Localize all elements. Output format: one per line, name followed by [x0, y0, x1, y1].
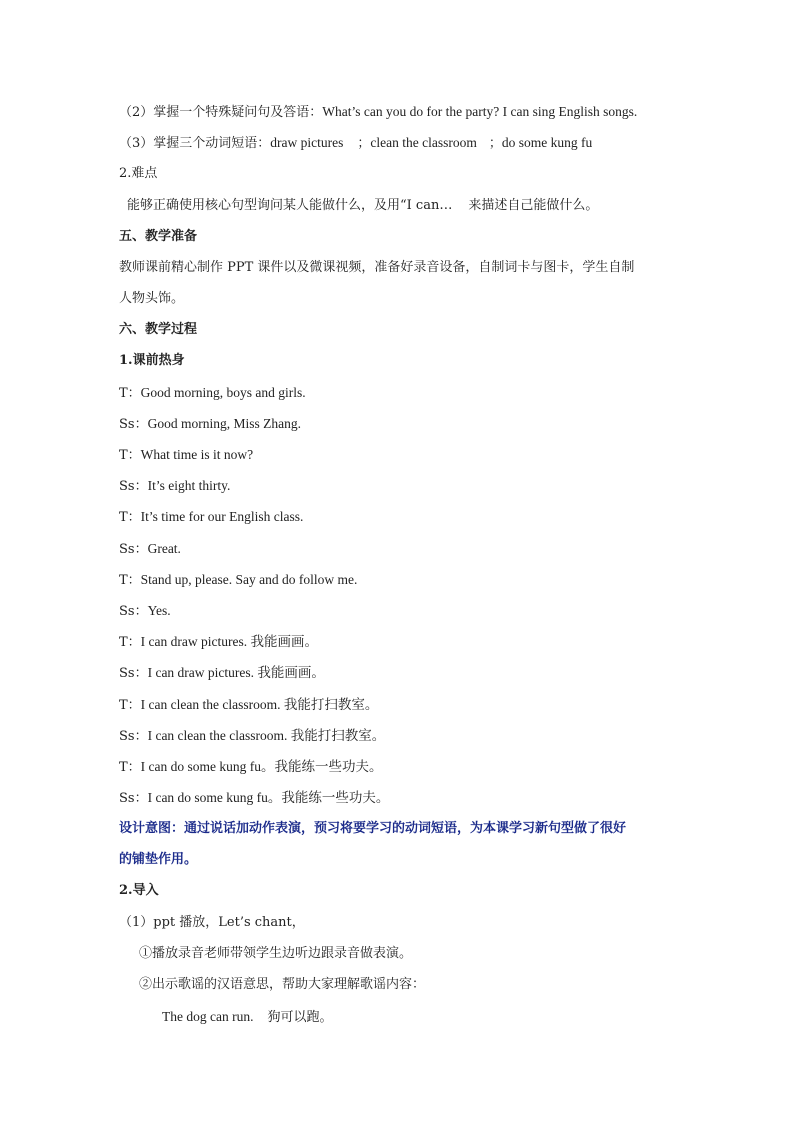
- utterance: I can draw pictures. 我能画画。: [147, 665, 325, 680]
- preparation-text-2: 人物头饰。: [119, 291, 185, 306]
- dialogue-line: [119, 415, 301, 434]
- utterance: Good morning, boys and girls.: [140, 385, 306, 400]
- dialogue-line: [119, 571, 357, 590]
- utterance: I can draw pictures. 我能画画。: [140, 634, 318, 649]
- speaker: T：: [119, 448, 141, 463]
- speaker: Ss：: [119, 417, 148, 432]
- dialogue-line: [119, 508, 303, 527]
- utterance: I can clean the classroom. 我能打扫教室。: [147, 728, 386, 743]
- chant-chinese: 狗可以跑。: [267, 1010, 333, 1025]
- objective-2-text: What’s can you do for the party? I can sing English songs.: [322, 104, 638, 119]
- section-heading-process: 六、教学过程: [119, 322, 198, 337]
- speaker: Ss：: [119, 604, 148, 619]
- separator: ；: [357, 136, 371, 151]
- warmup-heading: 1.课前热身: [119, 353, 185, 368]
- utterance: What time is it now?: [140, 447, 254, 462]
- dialogue-line: [119, 602, 171, 621]
- preparation-text-1: 教师课前精心制作 PPT 课件以及微课视频，准备好录音设备，自制词卡与图卡，学生自制: [119, 260, 635, 275]
- phrase-draw-pictures: draw pictures: [270, 135, 344, 150]
- design-intent-1: 设计意图：通过说话加动作表演，预习将要学习的动词短语，为本课学习新句型做了很好: [119, 821, 627, 836]
- dialogue-line: [119, 540, 181, 559]
- dialogue-line: [119, 664, 325, 683]
- speaker: T：: [119, 510, 141, 525]
- phrase-clean-classroom: clean the classroom: [370, 135, 477, 150]
- separator: ；: [488, 136, 502, 151]
- speaker: T：: [119, 573, 141, 588]
- phrase-kung-fu: do some kung fu: [501, 135, 593, 150]
- objective-3: [119, 134, 592, 153]
- speaker: Ss：: [119, 791, 148, 806]
- utterance: It’s eight thirty.: [147, 478, 231, 493]
- utterance: Stand up, please. Say and do follow me.: [140, 572, 358, 587]
- objective-3-label: （3）掌握三个动词短语：: [119, 136, 271, 151]
- difficulty-heading: 2.难点: [119, 166, 158, 181]
- utterance: I can do some kung fu。我能练一些功夫。: [140, 759, 383, 774]
- dialogue-line: [119, 477, 230, 496]
- dialogue-line: [119, 789, 389, 808]
- utterance: I can clean the classroom. 我能打扫教室。: [140, 697, 379, 712]
- utterance: It’s time for our English class.: [140, 509, 304, 524]
- speaker: Ss：: [119, 542, 148, 557]
- difficulty-text-b: 来描述自己能做什么。: [468, 198, 599, 213]
- chant-line: [162, 1008, 332, 1027]
- speaker: T：: [119, 635, 141, 650]
- speaker: T：: [119, 386, 141, 401]
- dialogue-line: [119, 758, 383, 777]
- speaker: T：: [119, 760, 141, 775]
- intro-step-2: ②出示歌谣的汉语意思，帮助大家理解歌谣内容：: [139, 977, 426, 992]
- intro-item-1: （1）ppt 播放，Let’s chant，: [119, 915, 305, 930]
- utterance: Great.: [147, 541, 181, 556]
- utterance: I can do some kung fu。我能练一些功夫。: [147, 790, 390, 805]
- dialogue-line: [119, 446, 253, 465]
- speaker: Ss：: [119, 479, 148, 494]
- dialogue-line: [119, 384, 306, 403]
- section-heading-preparation: 五、教学准备: [119, 229, 198, 244]
- chant-english: The dog can run.: [162, 1009, 254, 1024]
- speaker: Ss：: [119, 666, 148, 681]
- speaker: Ss：: [119, 729, 148, 744]
- dialogue-line: [119, 633, 318, 652]
- difficulty-text-a: 能够正确使用核心句型询问某人能做什么，及用“I can…: [127, 198, 453, 213]
- design-intent-2: 的铺垫作用。: [119, 852, 198, 867]
- difficulty-text: [127, 197, 598, 215]
- intro-step-1: ①播放录音老师带领学生边听边跟录音做表演。: [139, 946, 413, 961]
- speaker: T：: [119, 698, 141, 713]
- intro-heading: 2.导入: [119, 883, 159, 898]
- objective-2-label: （2）掌握一个特殊疑问句及答语：: [119, 105, 323, 120]
- utterance: Good morning, Miss Zhang.: [147, 416, 301, 431]
- utterance: Yes.: [147, 603, 171, 618]
- dialogue-line: [119, 696, 378, 715]
- objective-2: [119, 103, 637, 122]
- dialogue-line: [119, 727, 385, 746]
